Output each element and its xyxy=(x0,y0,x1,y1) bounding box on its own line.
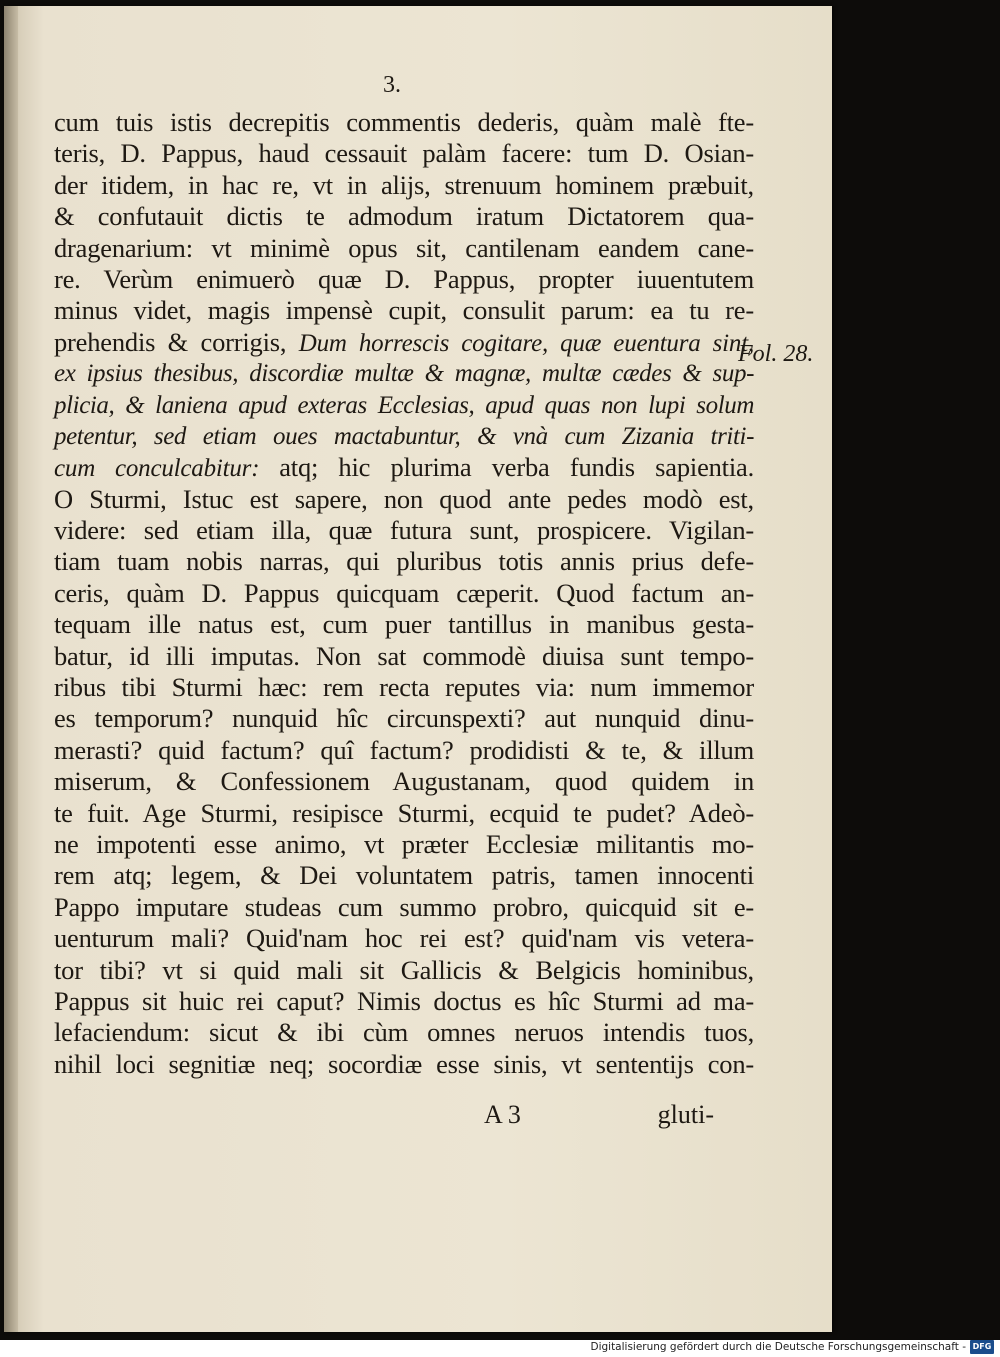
text-line: petentur, sed etiam oues mactabuntur, & vnà cum Zizania triti- xyxy=(54,422,754,450)
margin-note: Fol. 28. xyxy=(738,341,814,367)
text-line: tor tibi? vt si quid mali sit Gallicis & Belgicis hominibus, xyxy=(54,954,754,985)
text-line: re. Verùm enimuerò quæ D. Pappus, propter iuuentutem xyxy=(54,263,754,294)
signature-mark: A 3 xyxy=(484,1100,521,1129)
body-text xyxy=(54,107,754,1080)
page-foot xyxy=(54,1100,754,1134)
text-line: te fuit. Age Sturmi, resipisce Sturmi, ecquid te pudet? Adeò- xyxy=(54,797,754,828)
text-line: batur, id illi imputas. Non sat commodè diuisa sunt tempo- xyxy=(54,640,754,671)
catchword: gluti- xyxy=(657,1100,714,1129)
text-line: minus videt, magis impensè cupit, consulit parum: ea tu re- xyxy=(54,295,754,326)
text-line xyxy=(54,327,754,358)
text-line: teris, D. Pappus, haud cessauit palàm facere: tum D. Osian- xyxy=(54,138,754,169)
text-line: tiam tuam nobis narras, qui pluribus totis annis prius defe- xyxy=(54,546,754,577)
text-line: Pappus sit huic rei caput? Nimis doctus es hîc Sturmi ad ma- xyxy=(54,985,754,1016)
text-line: O Sturmi, Istuc est sapere, non quod ante pedes modò est, xyxy=(54,483,754,514)
text-line: ribus tibi Sturmi hæc: rem recta reputes via: num immemor xyxy=(54,672,754,703)
text-line: rem atq; legem, & Dei voluntatem patris, tamen innocenti xyxy=(54,860,754,891)
page-gutter-edge xyxy=(4,6,18,1332)
text-line: uenturum mali? Quid'nam hoc rei est? quid'nam vis vetera- xyxy=(54,923,754,954)
text-line: & confutauit dictis te admodum iratum Dictatorem qua- xyxy=(54,201,754,232)
text-line: videre: sed etiam illa, quæ futura sunt, prospicere. Vigilan- xyxy=(54,515,754,546)
text-line: dragenarium: vt minimè opus sit, cantilenam eandem cane- xyxy=(54,232,754,263)
italic-run: Dum horrescis cogitare, quæ euentura sint, xyxy=(298,329,755,357)
text-line: tequam ille natus est, cum puer tantillus in manibus gesta- xyxy=(54,609,754,640)
text-line xyxy=(54,452,754,483)
text-line: plicia, & laniena apud exteras Ecclesias, apud quas non lupi solum xyxy=(54,391,754,419)
text-line: ne impotenti esse animo, vt præter Ecclesiæ militantis mo- xyxy=(54,828,754,859)
text-line: ceris, quàm D. Pappus quicquam cæperit. Quod factum an- xyxy=(54,577,754,608)
funding-credit: Digitalisierung gefördert durch die Deutsche Forschungsgemeinschaft - xyxy=(590,1341,966,1353)
roman-run: prehendis & corrigis, xyxy=(54,326,299,357)
text-line: es temporum? nunquid hîc circunspexti? aut nunquid dinu- xyxy=(54,703,754,734)
text-line: merasti? quid factum? quî factum? prodidisti & te, & illum xyxy=(54,734,754,765)
text-line: lefaciendum: sicut & ibi cùm omnes neruos intendis tuos, xyxy=(54,1017,754,1048)
text-line: ex ipsius thesibus, discordiæ multæ & magnæ, multæ cædes & sup- xyxy=(54,360,754,388)
italic-run: cum conculcabitur: xyxy=(54,455,280,483)
text-line: nihil loci segnitiæ neq; socordiæ esse sinis, vt sententijs con- xyxy=(54,1048,754,1079)
text-line: miserum, & Confessionem Augustanam, quod quidem in xyxy=(54,766,754,797)
dfg-logo: DFG xyxy=(970,1340,994,1354)
text-line: Pappo imputare studeas cum summo probro, quicquid sit e- xyxy=(54,891,754,922)
text-line: cum tuis istis decrepitis commentis dederis, quàm malè fte- xyxy=(54,107,754,137)
page-number: 3. xyxy=(383,72,401,98)
text-line: der itidem, in hac re, vt in alijs, strenuum hominem præbuit, xyxy=(54,169,754,200)
roman-run: atq; hic plurima verba fundis sapientia. xyxy=(279,452,754,483)
